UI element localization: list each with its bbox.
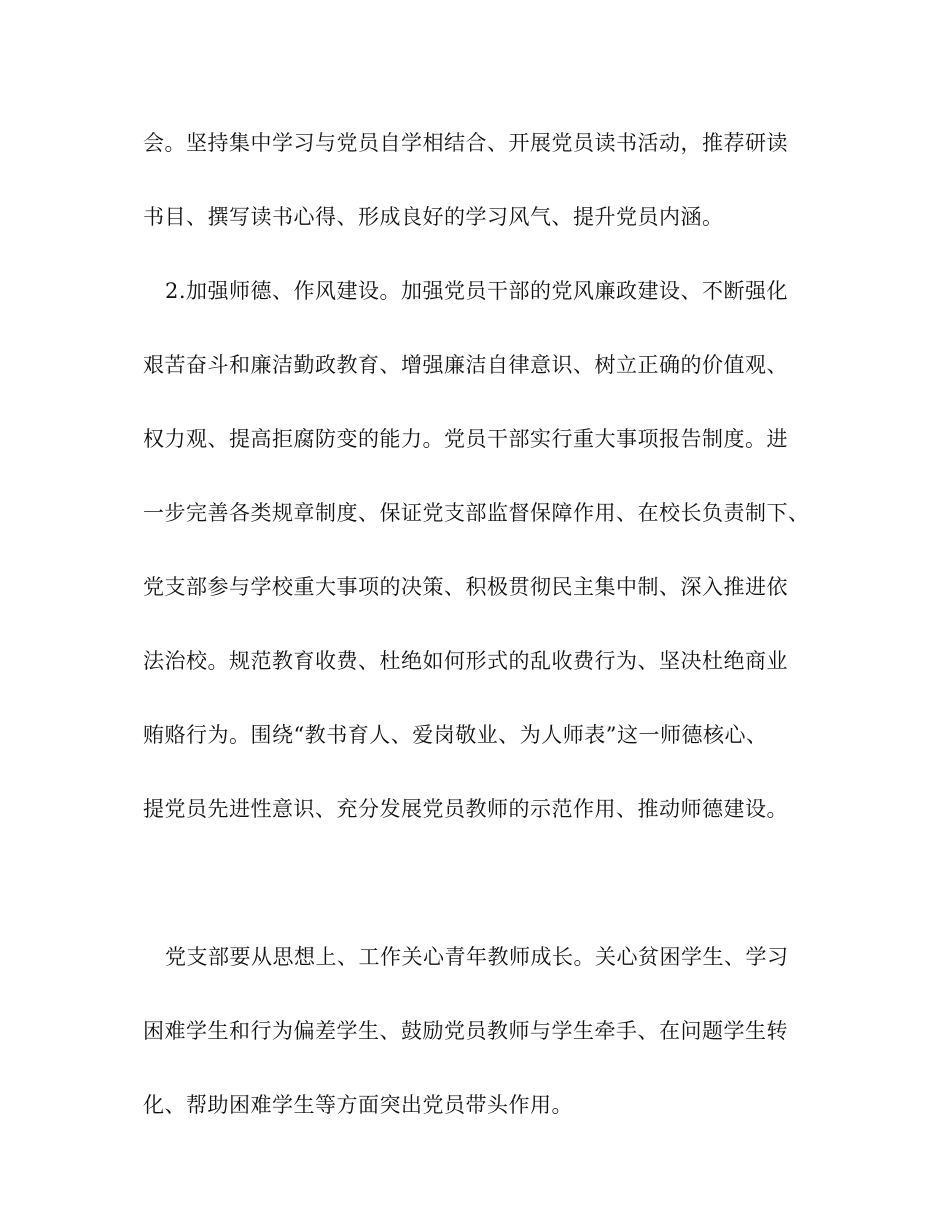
text-line-10: 提党员先进性意识、充分发展党员教师的示范作用、推动师德建设。 — [143, 797, 788, 821]
text-line-1: 会。坚持集中学习与党员自学相结合、开展党员读书活动，推荐研读 — [143, 131, 788, 155]
paragraph-heading-line: 2.加强师德、作风建设。加强党员干部的党风廉政建设、不断强化 — [165, 279, 789, 303]
text-line-2: 书目、撰写读书心得、形成良好的学习风气、提升党员内涵。 — [143, 205, 724, 229]
text-line-7: 党支部参与学校重大事项的决策、积极贯彻民主集中制、深入推进依 — [143, 575, 788, 599]
text-line-6: 一步完善各类规章制度、保证党支部监督保障作用、在校长负责制下、 — [143, 501, 810, 525]
paragraph-start-line: 党支部要从思想上、工作关心青年教师成长。关心贫困学生、学习 — [165, 945, 789, 969]
text-line-9: 贿赂行为。围绕“教书育人、爱岗敬业、为人师表”这一师德核心、 — [143, 723, 768, 747]
text-line-4: 艰苦奋斗和廉洁勤政教育、增强廉洁自律意识、树立正确的价值观、 — [143, 353, 788, 377]
text-line-5: 权力观、提高拒腐防变的能力。党员干部实行重大事项报告制度。进 — [143, 427, 788, 451]
text-line-13: 化、帮助困难学生等方面突出党员带头作用。 — [143, 1093, 573, 1117]
text-line-12: 困难学生和行为偏差学生、鼓励党员教师与学生牵手、在问题学生转 — [143, 1019, 788, 1043]
text-line-8: 法治校。规范教育收费、杜绝如何形式的乱收费行为、坚决杜绝商业 — [143, 649, 788, 673]
